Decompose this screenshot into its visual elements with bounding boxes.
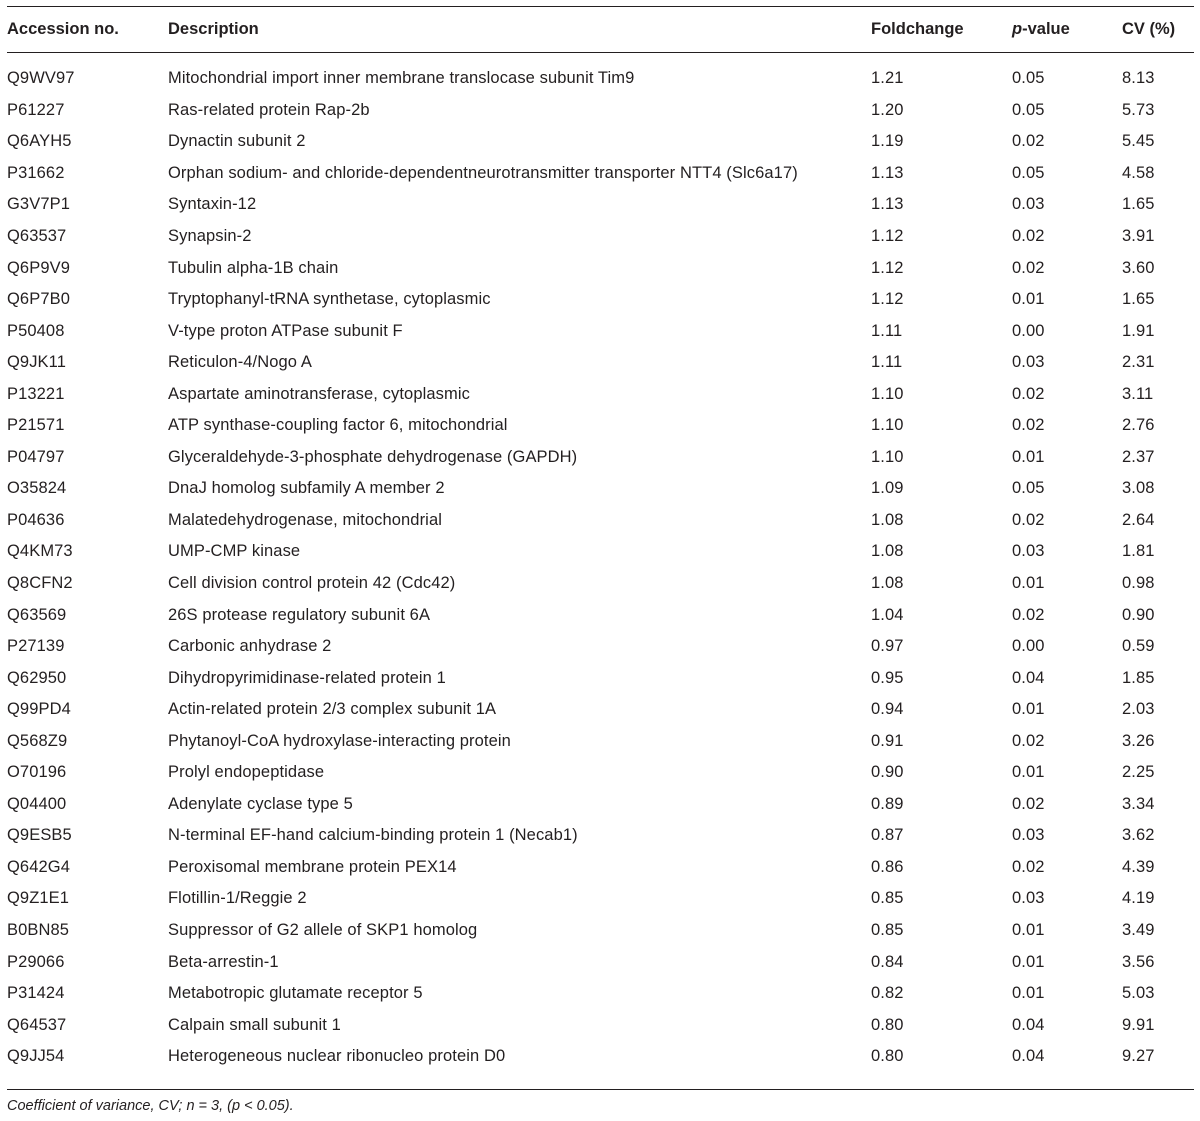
cell-accession: O35824 bbox=[7, 479, 67, 498]
cell-pvalue: 0.02 bbox=[1012, 857, 1045, 876]
cell-foldchange: 1.12 bbox=[871, 290, 904, 309]
cell-cv: 3.91 bbox=[1122, 227, 1155, 245]
cell-pvalue: 0.04 bbox=[1012, 1015, 1045, 1034]
cell-cv: 9.91 bbox=[1122, 1015, 1155, 1034]
cell-accession: Q9JK11 bbox=[7, 353, 66, 372]
cell-cv: 4.19 bbox=[1122, 889, 1155, 908]
header-pvalue-p: p bbox=[1012, 20, 1023, 38]
cell-accession: P04636 bbox=[7, 510, 65, 529]
cell-pvalue: 0.00 bbox=[1012, 321, 1045, 340]
table-row bbox=[7, 347, 1194, 379]
cell-cv: 3.62 bbox=[1122, 826, 1155, 845]
cell-foldchange: 1.11 bbox=[871, 321, 903, 340]
table-row bbox=[7, 252, 1194, 284]
header-foldchange: Foldchange bbox=[871, 7, 1012, 53]
cell-description: Tryptophanyl-tRNA synthetase, cytoplasmic bbox=[168, 290, 491, 309]
cell-description: Prolyl endopeptidase bbox=[168, 763, 325, 782]
cell-description: Mitochondrial import inner membrane translocase subunit Tim9 bbox=[168, 69, 635, 88]
cell-foldchange: 1.10 bbox=[871, 447, 904, 466]
cell-accession: P04797 bbox=[7, 447, 65, 466]
table-row bbox=[7, 631, 1194, 663]
cell-foldchange: 1.11 bbox=[871, 353, 903, 372]
cell-foldchange: 1.08 bbox=[871, 510, 904, 529]
header-cv: CV (%) bbox=[1122, 7, 1194, 53]
cell-pvalue: 0.01 bbox=[1012, 700, 1045, 719]
cell-accession: Q6AYH5 bbox=[7, 132, 72, 151]
cell-foldchange: 0.85 bbox=[871, 921, 904, 940]
cell-description: Reticulon-4/Nogo A bbox=[168, 353, 312, 372]
cell-foldchange: 1.04 bbox=[871, 605, 904, 624]
cell-description: Flotillin-1/Reggie 2 bbox=[168, 889, 307, 908]
protein-table-container bbox=[7, 6, 1194, 1090]
cell-accession: Q6P9V9 bbox=[7, 258, 70, 277]
cell-accession: Q63537 bbox=[7, 227, 67, 245]
cell-description: 26S protease regulatory subunit 6A bbox=[168, 605, 431, 624]
cell-description: Adenylate cyclase type 5 bbox=[168, 794, 353, 813]
cell-cv: 2.25 bbox=[1122, 763, 1155, 782]
cell-description: Ras-related protein Rap-2b bbox=[168, 100, 370, 119]
cell-pvalue: 0.03 bbox=[1012, 826, 1045, 845]
table-row bbox=[7, 1009, 1194, 1041]
cell-cv: 3.56 bbox=[1122, 952, 1155, 971]
cell-description: Carbonic anhydrase 2 bbox=[168, 637, 332, 656]
cell-foldchange: 1.19 bbox=[871, 132, 904, 151]
cell-pvalue: 0.02 bbox=[1012, 605, 1045, 624]
cell-accession: P50408 bbox=[7, 321, 65, 340]
cell-cv: 1.65 bbox=[1122, 195, 1155, 214]
cell-pvalue: 0.01 bbox=[1012, 763, 1045, 782]
cell-pvalue: 0.05 bbox=[1012, 479, 1045, 498]
cell-cv: 4.58 bbox=[1122, 163, 1155, 182]
table-footnote: Coefficient of variance, CV; n = 3, (p < 0.05). bbox=[7, 1098, 294, 1114]
cell-cv: 1.65 bbox=[1122, 290, 1155, 309]
cell-cv: 2.31 bbox=[1122, 353, 1155, 372]
cell-accession: P21571 bbox=[7, 416, 65, 435]
cell-foldchange: 1.10 bbox=[871, 384, 904, 403]
table-row bbox=[7, 221, 1194, 253]
cell-foldchange: 1.08 bbox=[871, 542, 904, 561]
cell-foldchange: 0.87 bbox=[871, 826, 904, 845]
table-row bbox=[7, 757, 1194, 789]
cell-description: Heterogeneous nuclear ribonucleo protein D0 bbox=[168, 1047, 506, 1066]
cell-cv: 9.27 bbox=[1122, 1047, 1155, 1066]
table-row bbox=[7, 568, 1194, 600]
table-row bbox=[7, 284, 1194, 316]
cell-cv: 3.08 bbox=[1122, 479, 1155, 498]
cell-accession: P61227 bbox=[7, 100, 65, 119]
cell-cv: 0.90 bbox=[1122, 605, 1155, 624]
cell-foldchange: 0.90 bbox=[871, 763, 904, 782]
cell-accession: Q64537 bbox=[7, 1015, 67, 1034]
table-row bbox=[7, 505, 1194, 537]
table-row bbox=[7, 946, 1194, 978]
table-row bbox=[7, 599, 1194, 631]
cell-description: Aspartate aminotransferase, cytoplasmic bbox=[168, 384, 470, 403]
cell-description: Tubulin alpha-1B chain bbox=[168, 258, 339, 277]
table-row bbox=[7, 442, 1194, 474]
cell-accession: Q9JJ54 bbox=[7, 1047, 65, 1066]
cell-pvalue: 0.05 bbox=[1012, 100, 1045, 119]
table-row bbox=[7, 63, 1194, 95]
cell-foldchange: 0.86 bbox=[871, 857, 904, 876]
cell-pvalue: 0.02 bbox=[1012, 794, 1045, 813]
cell-cv: 5.73 bbox=[1122, 100, 1155, 119]
cell-accession: O70196 bbox=[7, 763, 67, 782]
cell-description: ATP synthase-coupling factor 6, mitochondrial bbox=[168, 416, 508, 435]
cell-pvalue: 0.01 bbox=[1012, 921, 1045, 940]
cell-description: N-terminal EF-hand calcium-binding protein 1 (Necab1) bbox=[168, 826, 578, 845]
cell-description: Dihydropyrimidinase-related protein 1 bbox=[168, 668, 446, 687]
cell-description: Cell division control protein 42 (Cdc42) bbox=[168, 574, 456, 593]
cell-accession: Q99PD4 bbox=[7, 700, 71, 719]
header-row bbox=[7, 7, 1194, 53]
cell-accession: Q9ESB5 bbox=[7, 826, 72, 845]
cell-cv: 3.60 bbox=[1122, 258, 1155, 277]
table-row bbox=[7, 95, 1194, 127]
cell-foldchange: 1.10 bbox=[871, 416, 904, 435]
cell-foldchange: 1.21 bbox=[871, 69, 904, 88]
cell-foldchange: 1.12 bbox=[871, 258, 904, 277]
cell-foldchange: 1.08 bbox=[871, 574, 904, 593]
cell-accession: Q642G4 bbox=[7, 857, 70, 876]
cell-cv: 4.39 bbox=[1122, 857, 1155, 876]
cell-description: Metabotropic glutamate receptor 5 bbox=[168, 984, 423, 1003]
cell-description: Beta-arrestin-1 bbox=[168, 952, 279, 971]
cell-pvalue: 0.02 bbox=[1012, 258, 1045, 277]
cell-pvalue: 0.05 bbox=[1012, 69, 1045, 88]
cell-accession: G3V7P1 bbox=[7, 195, 70, 214]
cell-cv: 3.49 bbox=[1122, 921, 1155, 940]
cell-cv: 8.13 bbox=[1122, 69, 1155, 88]
cell-accession: Q568Z9 bbox=[7, 731, 68, 750]
cell-cv: 2.37 bbox=[1122, 447, 1155, 466]
table-row bbox=[7, 694, 1194, 726]
cell-accession: Q8CFN2 bbox=[7, 574, 73, 593]
cell-pvalue: 0.02 bbox=[1012, 227, 1045, 245]
cell-accession: Q63569 bbox=[7, 605, 67, 624]
table-row bbox=[7, 315, 1194, 347]
cell-pvalue: 0.01 bbox=[1012, 447, 1045, 466]
cell-cv: 2.03 bbox=[1122, 700, 1155, 719]
header-accession: Accession no. bbox=[7, 7, 168, 53]
cell-foldchange: 1.13 bbox=[871, 195, 904, 214]
table-row bbox=[7, 820, 1194, 852]
cell-pvalue: 0.04 bbox=[1012, 668, 1045, 687]
cell-accession: P31424 bbox=[7, 984, 65, 1003]
cell-description: Actin-related protein 2/3 complex subunit 1A bbox=[168, 700, 497, 719]
cell-description: UMP-CMP kinase bbox=[168, 542, 301, 561]
table-row bbox=[7, 410, 1194, 442]
table-row bbox=[7, 536, 1194, 568]
cell-cv: 1.91 bbox=[1122, 321, 1155, 340]
table-row bbox=[7, 662, 1194, 694]
cell-cv: 2.64 bbox=[1122, 510, 1155, 529]
cell-foldchange: 0.95 bbox=[871, 668, 904, 687]
table-body bbox=[7, 63, 1194, 1073]
cell-accession: P29066 bbox=[7, 952, 65, 971]
cell-cv: 5.45 bbox=[1122, 132, 1155, 151]
table-row bbox=[7, 883, 1194, 915]
cell-pvalue: 0.05 bbox=[1012, 163, 1045, 182]
cell-foldchange: 0.89 bbox=[871, 794, 904, 813]
cell-accession: P31662 bbox=[7, 163, 65, 182]
cell-cv: 3.11 bbox=[1122, 384, 1154, 403]
cell-cv: 5.03 bbox=[1122, 984, 1155, 1003]
table-row bbox=[7, 978, 1194, 1010]
cell-foldchange: 0.82 bbox=[871, 984, 904, 1003]
table-row bbox=[7, 126, 1194, 158]
cell-accession: Q9Z1E1 bbox=[7, 889, 70, 908]
cell-cv: 3.34 bbox=[1122, 794, 1155, 813]
cell-pvalue: 0.02 bbox=[1012, 416, 1045, 435]
table-row bbox=[7, 789, 1194, 821]
table-row bbox=[7, 158, 1194, 190]
cell-description: Syntaxin-12 bbox=[168, 195, 257, 214]
cell-pvalue: 0.01 bbox=[1012, 952, 1045, 971]
table-row bbox=[7, 1041, 1194, 1073]
cell-description: Suppressor of G2 allele of SKP1 homolog bbox=[168, 921, 478, 940]
header-pvalue bbox=[1012, 7, 1122, 53]
cell-pvalue: 0.01 bbox=[1012, 984, 1045, 1003]
header-description: Description bbox=[168, 7, 871, 53]
cell-pvalue: 0.01 bbox=[1012, 574, 1045, 593]
cell-accession: Q62950 bbox=[7, 668, 67, 687]
cell-foldchange: 1.09 bbox=[871, 479, 904, 498]
cell-cv: 3.26 bbox=[1122, 731, 1155, 750]
cell-accession: P27139 bbox=[7, 637, 65, 656]
cell-description: Synapsin-2 bbox=[168, 227, 252, 245]
cell-foldchange: 0.84 bbox=[871, 952, 904, 971]
header-pvalue-rest: -value bbox=[1022, 20, 1070, 38]
cell-pvalue: 0.02 bbox=[1012, 731, 1045, 750]
cell-description: Malatedehydrogenase, mitochondrial bbox=[168, 510, 442, 529]
cell-pvalue: 0.03 bbox=[1012, 195, 1045, 214]
cell-foldchange: 0.85 bbox=[871, 889, 904, 908]
cell-cv: 2.76 bbox=[1122, 416, 1155, 435]
cell-foldchange: 0.94 bbox=[871, 700, 904, 719]
table-row bbox=[7, 189, 1194, 221]
cell-accession: B0BN85 bbox=[7, 921, 70, 940]
cell-pvalue: 0.02 bbox=[1012, 132, 1045, 151]
cell-cv: 0.59 bbox=[1122, 637, 1155, 656]
cell-pvalue: 0.02 bbox=[1012, 384, 1045, 403]
table-row bbox=[7, 378, 1194, 410]
cell-pvalue: 0.00 bbox=[1012, 637, 1045, 656]
cell-cv: 1.85 bbox=[1122, 668, 1155, 687]
cell-pvalue: 0.03 bbox=[1012, 889, 1045, 908]
cell-accession: Q9WV97 bbox=[7, 69, 75, 88]
cell-cv: 0.98 bbox=[1122, 574, 1155, 593]
cell-description: Dynactin subunit 2 bbox=[168, 132, 306, 151]
table-header bbox=[7, 7, 1194, 53]
cell-description: Phytanoyl-CoA hydroxylase-interacting protein bbox=[168, 731, 511, 750]
cell-accession: P13221 bbox=[7, 384, 65, 403]
cell-pvalue: 0.04 bbox=[1012, 1047, 1045, 1066]
cell-accession: Q04400 bbox=[7, 794, 67, 813]
protein-table bbox=[7, 6, 1194, 1090]
cell-description: Calpain small subunit 1 bbox=[168, 1015, 341, 1034]
cell-description: V-type proton ATPase subunit F bbox=[168, 321, 403, 340]
table-row bbox=[7, 473, 1194, 505]
cell-foldchange: 0.80 bbox=[871, 1015, 904, 1034]
table-row bbox=[7, 725, 1194, 757]
cell-pvalue: 0.03 bbox=[1012, 353, 1045, 372]
cell-foldchange: 0.80 bbox=[871, 1047, 904, 1066]
cell-foldchange: 0.91 bbox=[871, 731, 904, 750]
cell-foldchange: 1.13 bbox=[871, 163, 904, 182]
table-row bbox=[7, 915, 1194, 947]
cell-foldchange: 1.20 bbox=[871, 100, 904, 119]
cell-accession: Q4KM73 bbox=[7, 542, 73, 561]
cell-foldchange: 1.12 bbox=[871, 227, 904, 245]
cell-description: Glyceraldehyde-3-phosphate dehydrogenase (GAPDH) bbox=[168, 447, 578, 466]
cell-pvalue: 0.02 bbox=[1012, 510, 1045, 529]
cell-pvalue: 0.01 bbox=[1012, 290, 1045, 309]
table-row bbox=[7, 852, 1194, 884]
cell-accession: Q6P7B0 bbox=[7, 290, 70, 309]
cell-cv: 1.81 bbox=[1122, 542, 1155, 561]
cell-foldchange: 0.97 bbox=[871, 637, 904, 656]
cell-description: Orphan sodium- and chloride-dependentneurotransmitter transporter NTT4 (Slc6a17) bbox=[168, 163, 798, 182]
cell-description: Peroxisomal membrane protein PEX14 bbox=[168, 857, 457, 876]
cell-pvalue: 0.03 bbox=[1012, 542, 1045, 561]
cell-description: DnaJ homolog subfamily A member 2 bbox=[168, 479, 445, 498]
